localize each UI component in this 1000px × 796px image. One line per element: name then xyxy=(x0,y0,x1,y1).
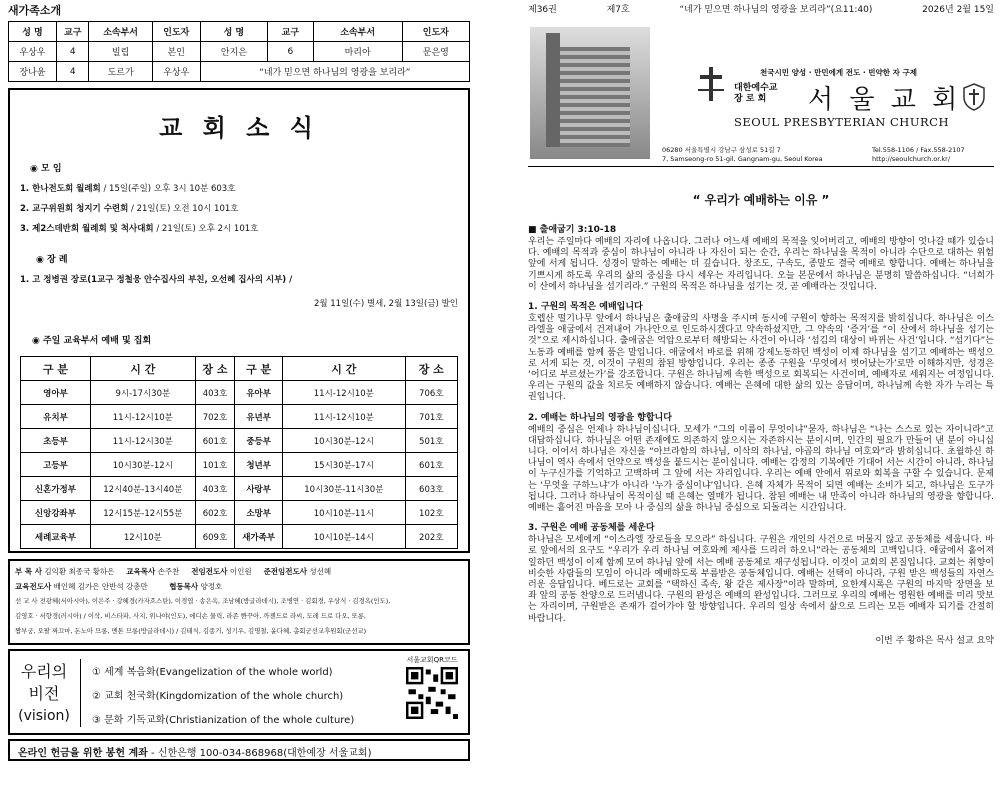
cell: 본인 xyxy=(152,42,200,62)
cell: 10시10분-11시 xyxy=(283,501,405,525)
cell: 11시-12시10분 xyxy=(283,405,405,429)
issue: 제7호 xyxy=(606,5,630,15)
cell: 신앙강좌부 xyxy=(21,501,91,525)
vision-item: ③ 문화 기독교화(Christianization of the whole culture) xyxy=(92,715,355,726)
th: 시 간 xyxy=(90,357,195,381)
cell: 고등부 xyxy=(21,453,91,477)
sermon-paragraph-3: 하나님은 모세에게 “이스라엘 장로들을 모으라” 하십니다. 구원은 개인의 사건으로 머물지 않고 공동체를 세웁니다. 바로 앞에서의 요구도 “우리가 우리 하나님 여호와께 제사를 드리러 하오니”라는 공동체의 고백입니다. 애굽에서 흩어져 일하던 백성이 이제 함께 모여 하나님 앞에 서는 예배 공동체로 재구성됩니다. 이것이 교회의 본질입니다. 교회는 취향이 비슷한 사람들의 모임이 아니라 예배하도록 부름받은 공동체입니다. 예배는 선택이 아니라, 구원 받은 백성들의 자연스러운 응답입니다. 베드로는 교회를 “택하신 족속, 왕 같은 제사장”이라 말하며, 요한계시록은 구원의 마지막 장면을 보좌 앞의 공동 찬양으로 드러냅니다. 구원의 완성은 예배의 완성입니다. 그러므로 우리의 예배는 영원한 예배를 미리 맛보는 자리이며, 구원받은 존재가 걸어가야 할 방향입니다. 우리의 일상 속에서 삶으로 드리는 모든 예배자 되기를 간절히 바랍니다. xyxy=(528,535,994,624)
th: 성 명 xyxy=(200,22,267,42)
qr-code[interactable] xyxy=(400,655,464,721)
cell: 장나윤 xyxy=(9,62,57,82)
th: 소속부서 xyxy=(89,22,152,42)
slogan: 천국시민 양성 · 만민에게 전도 · 빈약한 자 구제 xyxy=(760,68,917,77)
list-item: 3. 제2스데반회 월례회 및 척사대회 / 21일(토) 오후 2시 101호 xyxy=(20,224,259,234)
table-row xyxy=(9,62,470,82)
table-row xyxy=(21,405,458,429)
cell: 602호 xyxy=(195,501,234,525)
cell: 4 xyxy=(56,62,89,82)
contact: Tel.558-1106 / Fax.558-2107 http://seoulchurch.or.kr/ xyxy=(872,146,965,163)
edu-header: ◉ 주일 교육부서 예배 및 집회 xyxy=(32,336,152,346)
vision-title: 우리의 비전 (vision) xyxy=(18,662,70,724)
table-row xyxy=(21,429,458,453)
motto: “네가 믿으면 하나님의 영광을 보리라”(요11:40) xyxy=(679,5,873,15)
cell: 10시30분-12시 xyxy=(283,429,405,453)
offering-account: 온라인 헌금을 위한 봉헌 계좌 - 신한은행 100-034-868968(대한예장 서울교회) xyxy=(8,739,470,761)
cell: 신혼가정부 xyxy=(21,477,91,501)
cell: 우상우 xyxy=(152,62,200,82)
vision-item: ① 세계 복음화(Evangelization of the whole world) xyxy=(92,667,333,678)
bulletin-header xyxy=(528,2,994,15)
th: 구 분 xyxy=(235,357,283,381)
cell: 403호 xyxy=(195,381,234,405)
cell: 15시30분-17시 xyxy=(283,453,405,477)
address: 06280 서울특별시 강남구 삼성로 51길 7 7, Samseong-ro 51-gil, Gangnam-gu, Seoul Korea xyxy=(662,146,823,163)
cell: 101호 xyxy=(195,453,234,477)
cell: 9시-17시30분 xyxy=(90,381,195,405)
th: 구 분 xyxy=(21,357,91,381)
cross-logo-icon xyxy=(698,67,724,101)
cell: 12시15분-12시55분 xyxy=(90,501,195,525)
cell: 11시-12시30분 xyxy=(90,429,195,453)
staff-line-3: 선 교 사 전광혜(서아시아), 이은주 · 강혜경(카자흐스탄), 이경엽 · 송은옥, 조남혜(방글라데시), 조병연 · 김회경, 우상식 · 김경옥(인도), xyxy=(15,597,391,605)
cell: 601호 xyxy=(195,429,234,453)
table-row xyxy=(21,501,458,525)
funeral-header: ◉ 장 례 xyxy=(36,255,68,265)
cell: 10시30분-11시30분 xyxy=(283,477,405,501)
table-row xyxy=(9,42,470,62)
volume: 제36권 xyxy=(528,5,557,15)
left-column xyxy=(8,0,470,796)
cell: 유년부 xyxy=(235,405,283,429)
table-row xyxy=(21,477,458,501)
cell: 유치부 xyxy=(21,405,91,429)
th: 인도자 xyxy=(402,22,469,42)
church-building-image xyxy=(530,27,650,159)
news-title: 교 회 소 식 xyxy=(159,114,319,142)
qr-code-icon xyxy=(406,667,458,719)
vision-item: ② 교회 천국화(Kingdomization of the whole church) xyxy=(92,691,344,702)
sermon-heading-1: 1. 구원의 목적은 예배입니다 xyxy=(528,302,643,313)
sermon-paragraph-1: 호렙산 떨기나무 앞에서 하나님은 출애굽의 사명을 주시며 동시에 구원이 향하는 목적지를 밝히십니다. 하나님은 이스라엘을 애굽에서 건져내어 가나안으로 인도하시겠다고 약속하셨지만, 그 약속의 ‘증거’를 “이 산에서 하나님을 섬기는 것”으로 제시하십니다. 출애굽은 억압으로부터 해방되는 사건이 아니라 ‘섬김의 대상이 바뀌는 사건’입니다. “섬기다”는 노동과 예배를 함께 품은 말입니다. 애굽에서 바로를 위해 강제노동하던 백성이 이제 하나님을 섬기고 예배하는 백성으로 서게 되는 것, 이것이 구원의 참된 방향입니다. 우리는 종종 구원을 ‘무엇에서 벗어났는가’로만 이해하지만, 성경은 ‘어디로 부르셨는가’를 강조합니다. 구원은 하나님께 속한 백성으로 회복되는 사건이며, 예배자로 세워지는 여정입니다. 우리는 구원의 값을 치르듯 예배하지 않습니다. 예배는 은혜에 대한 삶의 있는 응답이며, 하나님께 속한 자가 누리는 특권입니다. xyxy=(528,314,994,403)
cell: 세례교육부 xyxy=(21,525,91,549)
cell: 11시-12시10분 xyxy=(283,381,405,405)
th: 교구 xyxy=(56,22,89,42)
cell: 10시10분-14시 xyxy=(283,525,405,549)
staff-box xyxy=(8,559,470,645)
divider xyxy=(80,659,81,727)
th: 인도자 xyxy=(152,22,200,42)
sermon-paragraph-2: 예배의 중심은 언제나 하나님이십니다. 모세가 “그의 이름이 무엇이냐”묻자, 하나님은 “나는 스스로 있는 자이니라”고 대답하십니다. 하나님은 어떤 존재에도 의존하지 않으시는 자존하시는 분이시며, 인간의 필요가 만들어 낸 분이 아니십니다. 이어서 하나님은 자신을 “아브라함의 하나님, 이삭의 하나님, 야곱의 하나님 여호와”라 밝히십니다. 초월하신 하나님이 역사 속에서 언약으로 백성을 붙드시는 분이십니다. 예배는 감정의 기복에만 기대어 서는 시간이 아니라, 하나님이 누구신가를 기억하고 고백하며 그 앞에 서는 자리입니다. 우리는 예배 안에서 위로와 회복을 구할 수 있습니다. 문제는 ‘무엇을 구하느냐’가 아니라 ‘누가 중심이냐’입니다. 은혜 자체가 목적이 되면 예배는 소비가 되고, 하나님은 도구가 됩니다. 그러나 하나님이 목적이실 때 은혜는 열매가 됩니다. 참된 예배는 내 만족이 아니라 하나님의 영광을 향합니다. 예배는 흩어진 마음을 모아 나 중심의 삶을 하나님 중심으로 되돌리는 시간입니다. xyxy=(528,424,994,514)
table-row xyxy=(21,525,458,549)
cell: 102호 xyxy=(405,501,457,525)
qr-label: 서울교회QR코드 xyxy=(406,656,458,664)
cell: 11시-12시10분 xyxy=(90,405,195,429)
th: 교구 xyxy=(268,22,314,42)
th: 장 소 xyxy=(405,357,457,381)
cell: 사랑부 xyxy=(235,477,283,501)
th: 성 명 xyxy=(9,22,57,42)
cell: 609호 xyxy=(195,525,234,549)
denomination: 대한예수교 장 로 회 xyxy=(734,83,778,104)
cell: 603호 xyxy=(405,477,457,501)
cell: 706호 xyxy=(405,381,457,405)
newcomers-title: 새가족소개 xyxy=(8,4,62,17)
funeral-line: 1. 고 정병권 장로(1교구 정철웅 안수집사의 부친, 오선혜 집사의 시부) / xyxy=(20,275,293,285)
cell: 10시30분-12시 xyxy=(90,453,195,477)
right-column xyxy=(528,0,994,796)
vision-box xyxy=(8,649,470,735)
cell: 우상우 xyxy=(9,42,57,62)
church-name-english: SEOUL PRESBYTERIAN CHURCH xyxy=(734,115,949,129)
seal-icon xyxy=(962,83,986,111)
list-item: 1. 한나전도회 월례회 / 15일(주일) 오후 3시 10분 603호 xyxy=(20,184,236,194)
newcomers-table xyxy=(8,21,470,82)
meeting-header: ◉ 모 임 xyxy=(30,164,62,174)
cell: 안지은 xyxy=(200,42,267,62)
cell: 초등부 xyxy=(21,429,91,453)
th: 장 소 xyxy=(195,357,234,381)
motto-cell: “네가 믿으면 하나님의 영광을 보리라” xyxy=(200,62,469,82)
th: 시 간 xyxy=(283,357,405,381)
sermon-heading-2: 2. 예배는 하나님의 영광을 향합니다 xyxy=(528,412,672,423)
staff-line-2: 교육전도사 배인혜 김가은 안반석 강총만 협동목사 양정호 xyxy=(15,582,223,591)
cell: 영아부 xyxy=(21,381,91,405)
cell: 빌립 xyxy=(89,42,152,62)
sermon-footer: 이번 주 황하은 목사 설교 요약 xyxy=(875,635,994,646)
cell: 소망부 xyxy=(235,501,283,525)
cell: 403호 xyxy=(195,477,234,501)
cell: 501호 xyxy=(405,429,457,453)
table-row xyxy=(21,381,458,405)
cell: 202호 xyxy=(405,525,457,549)
table-row xyxy=(21,453,458,477)
cell: 유아부 xyxy=(235,381,283,405)
th: 소속부서 xyxy=(313,22,402,42)
sermon-heading-3: 3. 구원은 예배 공동체를 세운다 xyxy=(528,523,655,534)
church-news-box xyxy=(8,88,470,553)
cell: 새가족부 xyxy=(235,525,283,549)
scripture: ■ 출애굽기 3:10-18 xyxy=(528,225,617,235)
list-item: 2. 교구위원회 청지기 수련회 / 21일(토) 오전 10시 101호 xyxy=(20,204,239,214)
cell: 702호 xyxy=(195,405,234,429)
staff-line-5: 짬부궁, 오팔 짜끄마, 돈노아 므롱, 멘톤 므롱(방글라데시) / 김태식, 김종기, 성기우, 김명철, 윤다혜, 총회군선교후원회(군선교) xyxy=(15,627,367,635)
sermon-title: “ 우리가 예배하는 이유 ” xyxy=(692,193,830,207)
cell: 12시40분-13시40분 xyxy=(90,477,195,501)
cell: 마리아 xyxy=(313,42,402,62)
cell: 청년부 xyxy=(235,453,283,477)
cell: 601호 xyxy=(405,453,457,477)
cell: 도르가 xyxy=(89,62,152,82)
cell: 중등부 xyxy=(235,429,283,453)
masthead xyxy=(528,19,994,167)
website-link[interactable]: http://seoulchurch.or.kr/ xyxy=(872,155,951,163)
cell: 701호 xyxy=(405,405,457,429)
funeral-date: 2월 11일(수) 별세, 2월 13일(금) 발인 xyxy=(313,299,458,309)
staff-line-1: 부 목 사 김익환 최종국 황하은 교육목사 손주찬 전임전도사 이인원 준전임전도사 성선혜 xyxy=(15,567,332,576)
cell: 12시10분 xyxy=(90,525,195,549)
church-name: 서 울 교 회 xyxy=(808,85,962,115)
schedule-table xyxy=(20,356,458,549)
date: 2026년 2월 15일 xyxy=(922,5,994,15)
cell: 6 xyxy=(268,42,314,62)
cell: 4 xyxy=(56,42,89,62)
sermon-intro: 우리는 주일마다 예배의 자리에 나옵니다. 그러나 어느새 예배의 목적을 잊어버리고, 예배의 방향이 엇나갈 때가 있습니다. 예배의 목적과 중심이 하나님이 아니라 나 자신이 되는 순간, 우리는 하나님을 목적이 아니라 수단으로 대하는 위험 앞에 서게 됩니다. 성경이 말하는 예배는 더 깊습니다. 창조도, 구속도, 종말도 결국 예배로 향합니다. 예배는 하나님을 기쁘시게 하도록 우리의 삶의 중심을 다시 세우는 자리입니다. 오늘 본문에서 하나님은 분명히 말씀하십니다. “너희가 이 산에서 하나님을 섬기리라.” 구원의 목적은 하나님을 섬기는 것, 곧 예배라는 것입니다. xyxy=(528,237,994,292)
cell: 문은영 xyxy=(402,42,469,62)
staff-line-4: 김영호 · 서향경(러시아) / 이삭, 비스타파, 사지, 위나야(인도), 에디손 물릭, 라존 빤꾸아, 까젠드로 라씨, 도레 드로 다오, 또롱, xyxy=(15,612,366,620)
